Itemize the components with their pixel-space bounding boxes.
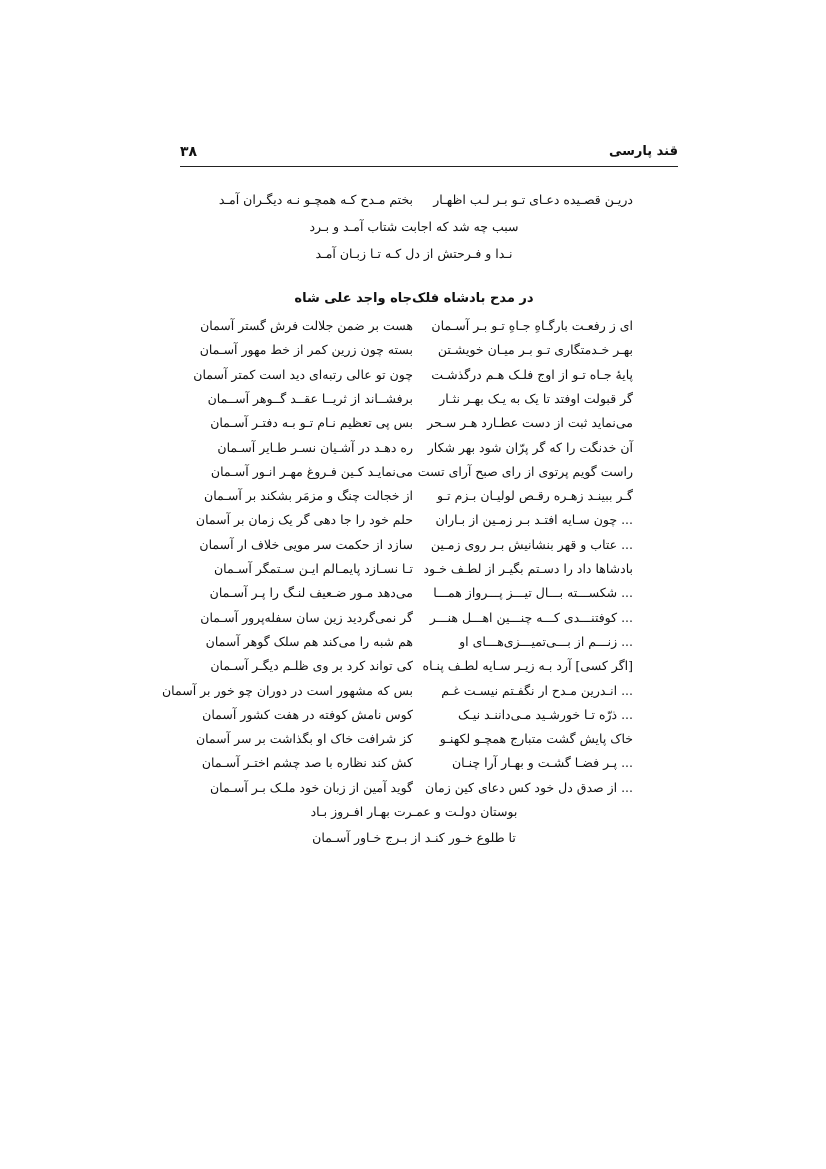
closing-line: بوستان دولـت و عمـرت بهـار افـروز بـاد	[310, 804, 518, 819]
hemistich-left: ره دهـد در آشـیان نسـر طـایر آسـمان	[217, 439, 413, 455]
couplet	[195, 415, 633, 439]
hemistich-right: ای ز رفعـت بارگـاهِ جـاهِ تـو بـر آسـمان	[431, 318, 633, 333]
closing-line: تا طلوع خـور کنـد از بـرج خـاور آسـمان	[312, 830, 516, 845]
couplet	[195, 610, 633, 634]
hemistich-right: بهـر خـدمتگاری تـو بـر میـان خویشـتن	[437, 342, 633, 358]
hemistich-right: ... انـدرین مـدح ار نگفـتم نیسـت غـم	[441, 682, 633, 698]
couplet	[195, 342, 633, 366]
hemistich-right: ... ذرّه تـا خورشـید مـی‌داننـد نیـک	[458, 706, 633, 722]
hemistich-left: بسته چون زرین کمر از خط مهور آسـمان	[199, 342, 413, 358]
hemistich-left: از خجالت چنگ و مزمَر بشکند بر آسـمان	[204, 488, 413, 504]
hemistich-right: ... پـر فضـا گشـت و بهـار آرا چنـان	[451, 755, 633, 771]
hemistich-left: کش کند نظاره با صد چشم اختـر آسـمان	[201, 755, 413, 771]
couplet	[195, 512, 633, 536]
hemistich-left: بس پی تعظیم نـام تـو بـه دفتـر آسـمان	[210, 415, 413, 431]
hemistich-left: سازد از حکمت سر مویی خلاف ار آسمان	[199, 536, 413, 552]
couplet	[195, 755, 633, 779]
intro-couplet	[195, 192, 633, 216]
couplet	[195, 488, 633, 512]
hemistich-left: هست بر ضمن جلالت فرش گستر آسمان	[200, 318, 413, 333]
couplet	[195, 585, 633, 609]
couplet	[195, 561, 633, 585]
couplet	[195, 440, 633, 464]
couplet	[195, 780, 633, 804]
couplet	[195, 464, 633, 488]
running-title: قند پارسی	[608, 144, 678, 159]
hemistich-left: کز شرافت خاک او بگذاشت بر سر آسمان	[195, 731, 413, 747]
hemistich-left: گوید آمین از زبان خود ملـک بـر آسـمان	[209, 779, 413, 795]
hemistich-right: ... کوفتنـــدی کـــه چنـــین اهـــل هنـــر	[429, 609, 633, 625]
hemistich-right: راست گویم پرتوی از رای صبح آرای تست	[417, 463, 633, 479]
couplet	[195, 731, 633, 755]
couplet	[195, 391, 633, 415]
couplet	[195, 634, 633, 658]
intro-line: سبب چه شد که اجابت شتاب آمـد و بـرد	[309, 219, 519, 234]
hemistich-left: گر نمی‌گردید زین سان سفله‌پرور آسـمان	[200, 609, 413, 625]
poem-heading: در مدح بادشاه فلک‌جاه واجد علی شاه	[294, 291, 534, 306]
hemistich-right: می‌نماید ثبت از دست عطـارد هـر سـحر	[427, 415, 633, 431]
hemistich-left: می‌دهد مـور ضـعیف لنـگ را پـر آسـمان	[209, 585, 413, 601]
hemistich-left: کوس نامش کوفته در هفت کشور آسمان	[202, 706, 413, 722]
hemistich-right: ... از صدق دل خود کس دعای کین زمان	[425, 779, 633, 795]
intro-line: نـدا و فـرحتش از دل کـه تـا زبـان آمـد	[315, 246, 513, 261]
hemistich-left: بس که مشهور است در دوران چو خور بر آسمان	[162, 682, 413, 698]
hemistich-left: برفشــاند از ثریــا عقــد گــوهر آســمان	[207, 390, 413, 406]
couplet	[162, 682, 633, 707]
hemistich-right: خاک پایش گشت متبارج همچـو لکهنـو	[439, 731, 633, 747]
page-header	[180, 144, 678, 167]
hemistich-right: ... عتاب و قهر بنشانیش بـر روی زمـین	[430, 536, 633, 552]
hemistich-right: گـر ببینـد زهـره رقـص لولیـان بـزم تـو	[437, 488, 633, 504]
hemistich-right: [اگر کسی] آرد بـه زیـر سـایه لطـف پنـاه	[422, 658, 633, 674]
hemistich-left: چون تو عالی رتبه‌ای دید است کمتر آسمان	[193, 366, 413, 382]
hemistich-right: پایهٔ جـاه تـو از اوج فلـک هـم درگذشـت	[431, 366, 633, 382]
hemistich-right: بادشاها داد را دسـتم بگیـر از لطـف خـود	[423, 561, 633, 576]
hemistich-left: بختم مـدح کـه همچـو نـه دیگـران آمـد	[218, 192, 413, 207]
hemistich-left: تـا نسـازد پایمـالم ایـن سـتمگر آسـمان	[214, 561, 413, 576]
couplet	[195, 318, 633, 342]
couplet	[195, 707, 633, 731]
hemistich-left: می‌نمایـد کـین فـروغ مهـر انـور آسـمان	[210, 463, 413, 479]
hemistich-right: ... شکســـته بـــال تیـــز پـــرواز همـــا	[433, 585, 633, 601]
hemistich-left: کی تواند کرد بر وی ظلـم دیگـر آسـمان	[210, 658, 413, 674]
hemistich-left: حلم خود را جا دهی گر یک زمان بر آسمان	[195, 512, 413, 528]
couplet	[195, 537, 633, 561]
hemistich-right: ... چون سـایه افتـد بـر زمـین از بـاران	[435, 512, 633, 528]
page-number: ۳۸	[180, 144, 198, 160]
hemistich-left: هم شبه را می‌کند هم سلک گوهر آسمان	[205, 633, 413, 649]
couplet	[195, 367, 633, 391]
hemistich-right: دریـن قصـیده دعـای تـو بـر لـب اظهـار	[433, 192, 633, 207]
couplet	[195, 658, 633, 682]
hemistich-right: ... زنـــم از بـــی‌تمیـــزی‌هـــای او	[459, 633, 633, 649]
hemistich-right: گر قبولت اوفتد تا یک به یـک بهـر نثـار	[439, 390, 633, 406]
hemistich-right: آن خدنگت را که گر پرّان شود بهر شکار	[427, 439, 633, 455]
